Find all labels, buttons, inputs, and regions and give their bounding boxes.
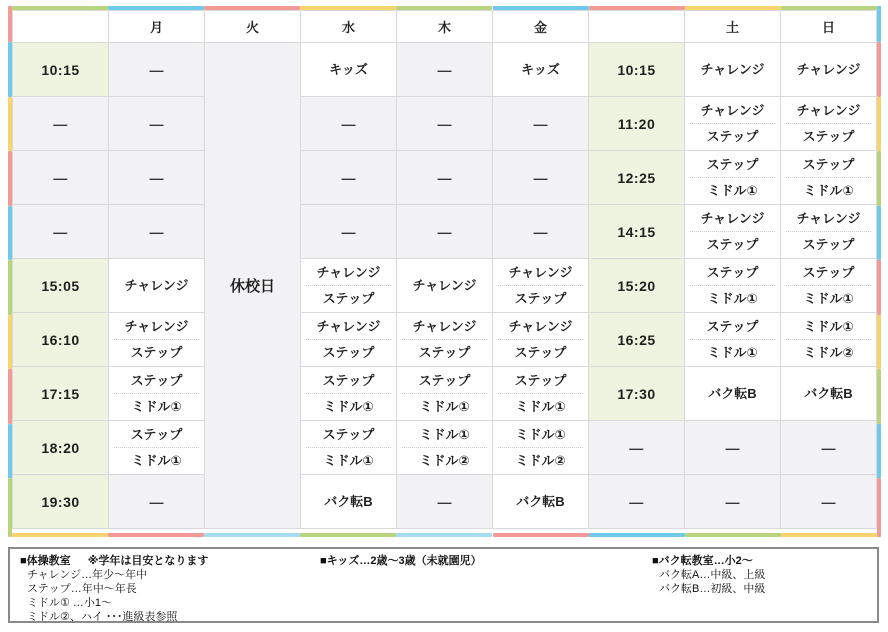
time-cell: —	[13, 97, 109, 151]
day-header: 土	[685, 11, 781, 43]
border-strip	[8, 206, 12, 261]
class-cell	[493, 259, 589, 313]
class-cell	[301, 313, 397, 367]
border-strip	[204, 533, 300, 537]
day-header: 日	[781, 11, 877, 43]
border-strip	[396, 533, 492, 537]
border-strip	[877, 260, 881, 315]
class-entry: チャレンジ	[124, 319, 189, 334]
legend-backflip-title: ■バク転教室…小2～	[652, 555, 753, 567]
class-cell	[685, 97, 781, 151]
class-cell: —	[685, 475, 781, 529]
class-entry: ステップ	[306, 285, 391, 311]
border-strip	[589, 533, 685, 537]
class-cell	[493, 313, 589, 367]
class-cell	[397, 421, 493, 475]
class-entry: ステップ	[802, 265, 855, 280]
class-entry: ステップ	[322, 427, 375, 442]
class-entry: ステップ	[690, 231, 775, 257]
class-entry: ステップ	[786, 123, 871, 149]
class-cell	[301, 421, 397, 475]
class-cell	[781, 97, 877, 151]
class-entry: ステップ	[690, 123, 775, 149]
class-cell	[109, 259, 205, 313]
border-strip	[493, 6, 589, 10]
class-entry: バク転B	[804, 386, 853, 401]
class-entry: ミドル①	[306, 447, 391, 473]
border-strip	[8, 6, 12, 42]
day-header: 火	[205, 11, 301, 43]
day-header: 木	[397, 11, 493, 43]
class-entry: ミドル①	[402, 393, 487, 419]
border-strip	[877, 206, 881, 261]
border-strip	[300, 533, 396, 537]
border-strip	[877, 478, 881, 537]
class-cell	[781, 367, 877, 421]
class-entry: ミドル②	[402, 447, 487, 473]
class-entry: ミドル①	[690, 177, 775, 203]
class-entry: ミドル①	[515, 427, 566, 442]
class-entry: チャレンジ	[124, 278, 189, 293]
border-strip	[877, 151, 881, 206]
time-cell: 10:15	[13, 43, 109, 97]
legend-gym-item: ミドル① …小1～	[27, 597, 113, 609]
border-strip	[877, 97, 881, 152]
class-cell	[685, 259, 781, 313]
class-cell	[781, 43, 877, 97]
legend-gym-title: ■体操教室	[20, 555, 71, 567]
legend-gym-item: ステップ…年中～年長	[27, 583, 137, 595]
border-strip	[589, 6, 685, 10]
class-entry: ステップ	[130, 427, 183, 442]
class-entry: ステップ	[706, 157, 759, 172]
class-entry: チャレンジ	[508, 265, 573, 280]
border-strip	[8, 151, 12, 206]
class-entry: ステップ	[322, 373, 375, 388]
time-cell: —	[589, 475, 685, 529]
class-cell	[781, 313, 877, 367]
time-cell: —	[589, 421, 685, 475]
legend-box	[8, 547, 879, 623]
class-entry: キッズ	[329, 62, 368, 77]
border-strip	[877, 315, 881, 370]
class-entry: ミドル①	[803, 319, 854, 334]
border-strip	[877, 6, 881, 42]
class-entry: チャレンジ	[700, 211, 765, 226]
class-cell: —	[397, 151, 493, 205]
time-cell: 10:15	[589, 43, 685, 97]
time-header	[589, 11, 685, 43]
time-cell: 15:05	[13, 259, 109, 313]
class-entry: ステップ	[498, 339, 583, 365]
class-cell	[493, 421, 589, 475]
class-entry: チャレンジ	[412, 319, 477, 334]
class-entry: チャレンジ	[412, 278, 477, 293]
class-cell	[781, 205, 877, 259]
class-cell: —	[109, 97, 205, 151]
class-entry: ステップ	[402, 339, 487, 365]
border-strip	[877, 424, 881, 479]
time-cell: 17:30	[589, 367, 685, 421]
class-cell	[301, 43, 397, 97]
class-cell	[685, 151, 781, 205]
time-cell: 14:15	[589, 205, 685, 259]
legend-gym-item: ミドル②、ハイ ･･･進級表参照	[27, 611, 178, 623]
border-strip	[8, 42, 12, 97]
border-strip	[685, 533, 781, 537]
class-cell	[685, 43, 781, 97]
time-cell: 11:20	[589, 97, 685, 151]
class-entry: バク転B	[708, 386, 757, 401]
class-cell: —	[109, 475, 205, 529]
time-cell: 18:20	[13, 421, 109, 475]
border-strip	[204, 6, 300, 10]
class-cell	[685, 367, 781, 421]
class-entry: ステップ	[114, 339, 199, 365]
class-cell	[493, 475, 589, 529]
class-cell	[397, 313, 493, 367]
class-entry: ステップ	[514, 373, 567, 388]
class-cell	[493, 43, 589, 97]
border-strip	[8, 424, 12, 479]
class-cell	[493, 367, 589, 421]
time-cell: 16:25	[589, 313, 685, 367]
class-cell: —	[685, 421, 781, 475]
border-strip	[8, 315, 12, 370]
time-cell: —	[13, 151, 109, 205]
class-entry: チャレンジ	[316, 319, 381, 334]
class-entry: チャレンジ	[700, 62, 765, 77]
time-cell: 15:20	[589, 259, 685, 313]
border-strip	[8, 97, 12, 152]
legend-kids-title: ■キッズ…2歳～3歳（未就園児）	[320, 555, 482, 567]
class-cell: —	[397, 43, 493, 97]
class-entry: ミドル①	[419, 427, 470, 442]
border-strip	[8, 369, 12, 424]
class-cell	[781, 151, 877, 205]
class-entry: ステップ	[130, 373, 183, 388]
class-cell: —	[109, 205, 205, 259]
class-entry: ステップ	[802, 157, 855, 172]
border-strip	[108, 533, 204, 537]
class-entry: ミドル①	[690, 339, 775, 365]
class-cell: —	[301, 97, 397, 151]
class-entry: チャレンジ	[796, 211, 861, 226]
class-cell: —	[109, 43, 205, 97]
day-header: 水	[301, 11, 397, 43]
class-cell	[109, 421, 205, 475]
schedule-frame	[8, 6, 881, 533]
class-cell: —	[301, 151, 397, 205]
class-cell: —	[493, 151, 589, 205]
class-entry: ミドル①	[498, 393, 583, 419]
border-strip	[12, 6, 108, 10]
time-cell: —	[13, 205, 109, 259]
class-cell: —	[109, 151, 205, 205]
class-entry: ステップ	[306, 339, 391, 365]
class-cell	[301, 367, 397, 421]
legend-backflip	[652, 554, 765, 596]
border-strip	[685, 6, 781, 10]
class-cell	[109, 367, 205, 421]
class-entry: チャレンジ	[796, 103, 861, 118]
class-cell: —	[397, 97, 493, 151]
legend-gym-item: チャレンジ…年少～年中	[27, 569, 148, 581]
legend-backflip-item: バク転B…初級、中級	[659, 583, 766, 595]
class-entry: ミドル①	[690, 285, 775, 311]
time-cell: 19:30	[13, 475, 109, 529]
class-entry: ステップ	[706, 319, 759, 334]
schedule-table	[12, 10, 877, 529]
legend-gym	[20, 554, 208, 624]
border-strip	[12, 533, 108, 537]
class-cell: —	[301, 205, 397, 259]
class-entry: ミドル②	[786, 339, 871, 365]
class-cell	[685, 205, 781, 259]
class-cell	[781, 259, 877, 313]
class-cell: —	[493, 205, 589, 259]
class-entry: バク転B	[324, 494, 373, 509]
class-cell: —	[781, 421, 877, 475]
class-cell: —	[397, 475, 493, 529]
class-entry: ステップ	[498, 285, 583, 311]
class-entry: ミドル①	[114, 393, 199, 419]
class-entry: チャレンジ	[796, 62, 861, 77]
class-entry: ミドル②	[498, 447, 583, 473]
class-entry: ステップ	[786, 231, 871, 257]
class-cell	[301, 475, 397, 529]
class-entry: ステップ	[418, 373, 471, 388]
class-cell	[685, 313, 781, 367]
class-entry: ミドル①	[114, 447, 199, 473]
border-strip	[8, 260, 12, 315]
class-entry: チャレンジ	[700, 103, 765, 118]
border-strip	[781, 6, 877, 10]
border-strip	[108, 6, 204, 10]
class-entry: バク転B	[516, 494, 565, 509]
time-cell: 12:25	[589, 151, 685, 205]
border-strip	[396, 6, 492, 10]
class-entry: キッズ	[521, 62, 560, 77]
day-header: 金	[493, 11, 589, 43]
border-strip	[8, 478, 12, 537]
class-cell	[397, 259, 493, 313]
class-cell: —	[781, 475, 877, 529]
time-cell: 16:10	[13, 313, 109, 367]
border-strip	[877, 369, 881, 424]
class-cell	[397, 367, 493, 421]
class-entry: チャレンジ	[508, 319, 573, 334]
class-entry: ミドル①	[306, 393, 391, 419]
class-entry: ステップ	[706, 265, 759, 280]
legend-backflip-item: バク転A…中級、上級	[659, 569, 766, 581]
day-header: 月	[109, 11, 205, 43]
legend-gym-note: ※学年は目安となります	[87, 555, 209, 567]
class-cell: —	[397, 205, 493, 259]
time-header	[13, 11, 109, 43]
class-cell: —	[493, 97, 589, 151]
closed-cell: 休校日	[205, 43, 301, 529]
class-entry: ミドル①	[786, 177, 871, 203]
time-cell: 17:15	[13, 367, 109, 421]
border-strip	[781, 533, 877, 537]
class-cell	[301, 259, 397, 313]
class-cell	[109, 313, 205, 367]
class-entry: ミドル①	[786, 285, 871, 311]
legend-kids	[320, 554, 482, 568]
border-strip	[493, 533, 589, 537]
border-strip	[877, 42, 881, 97]
class-entry: チャレンジ	[316, 265, 381, 280]
border-strip	[300, 6, 396, 10]
